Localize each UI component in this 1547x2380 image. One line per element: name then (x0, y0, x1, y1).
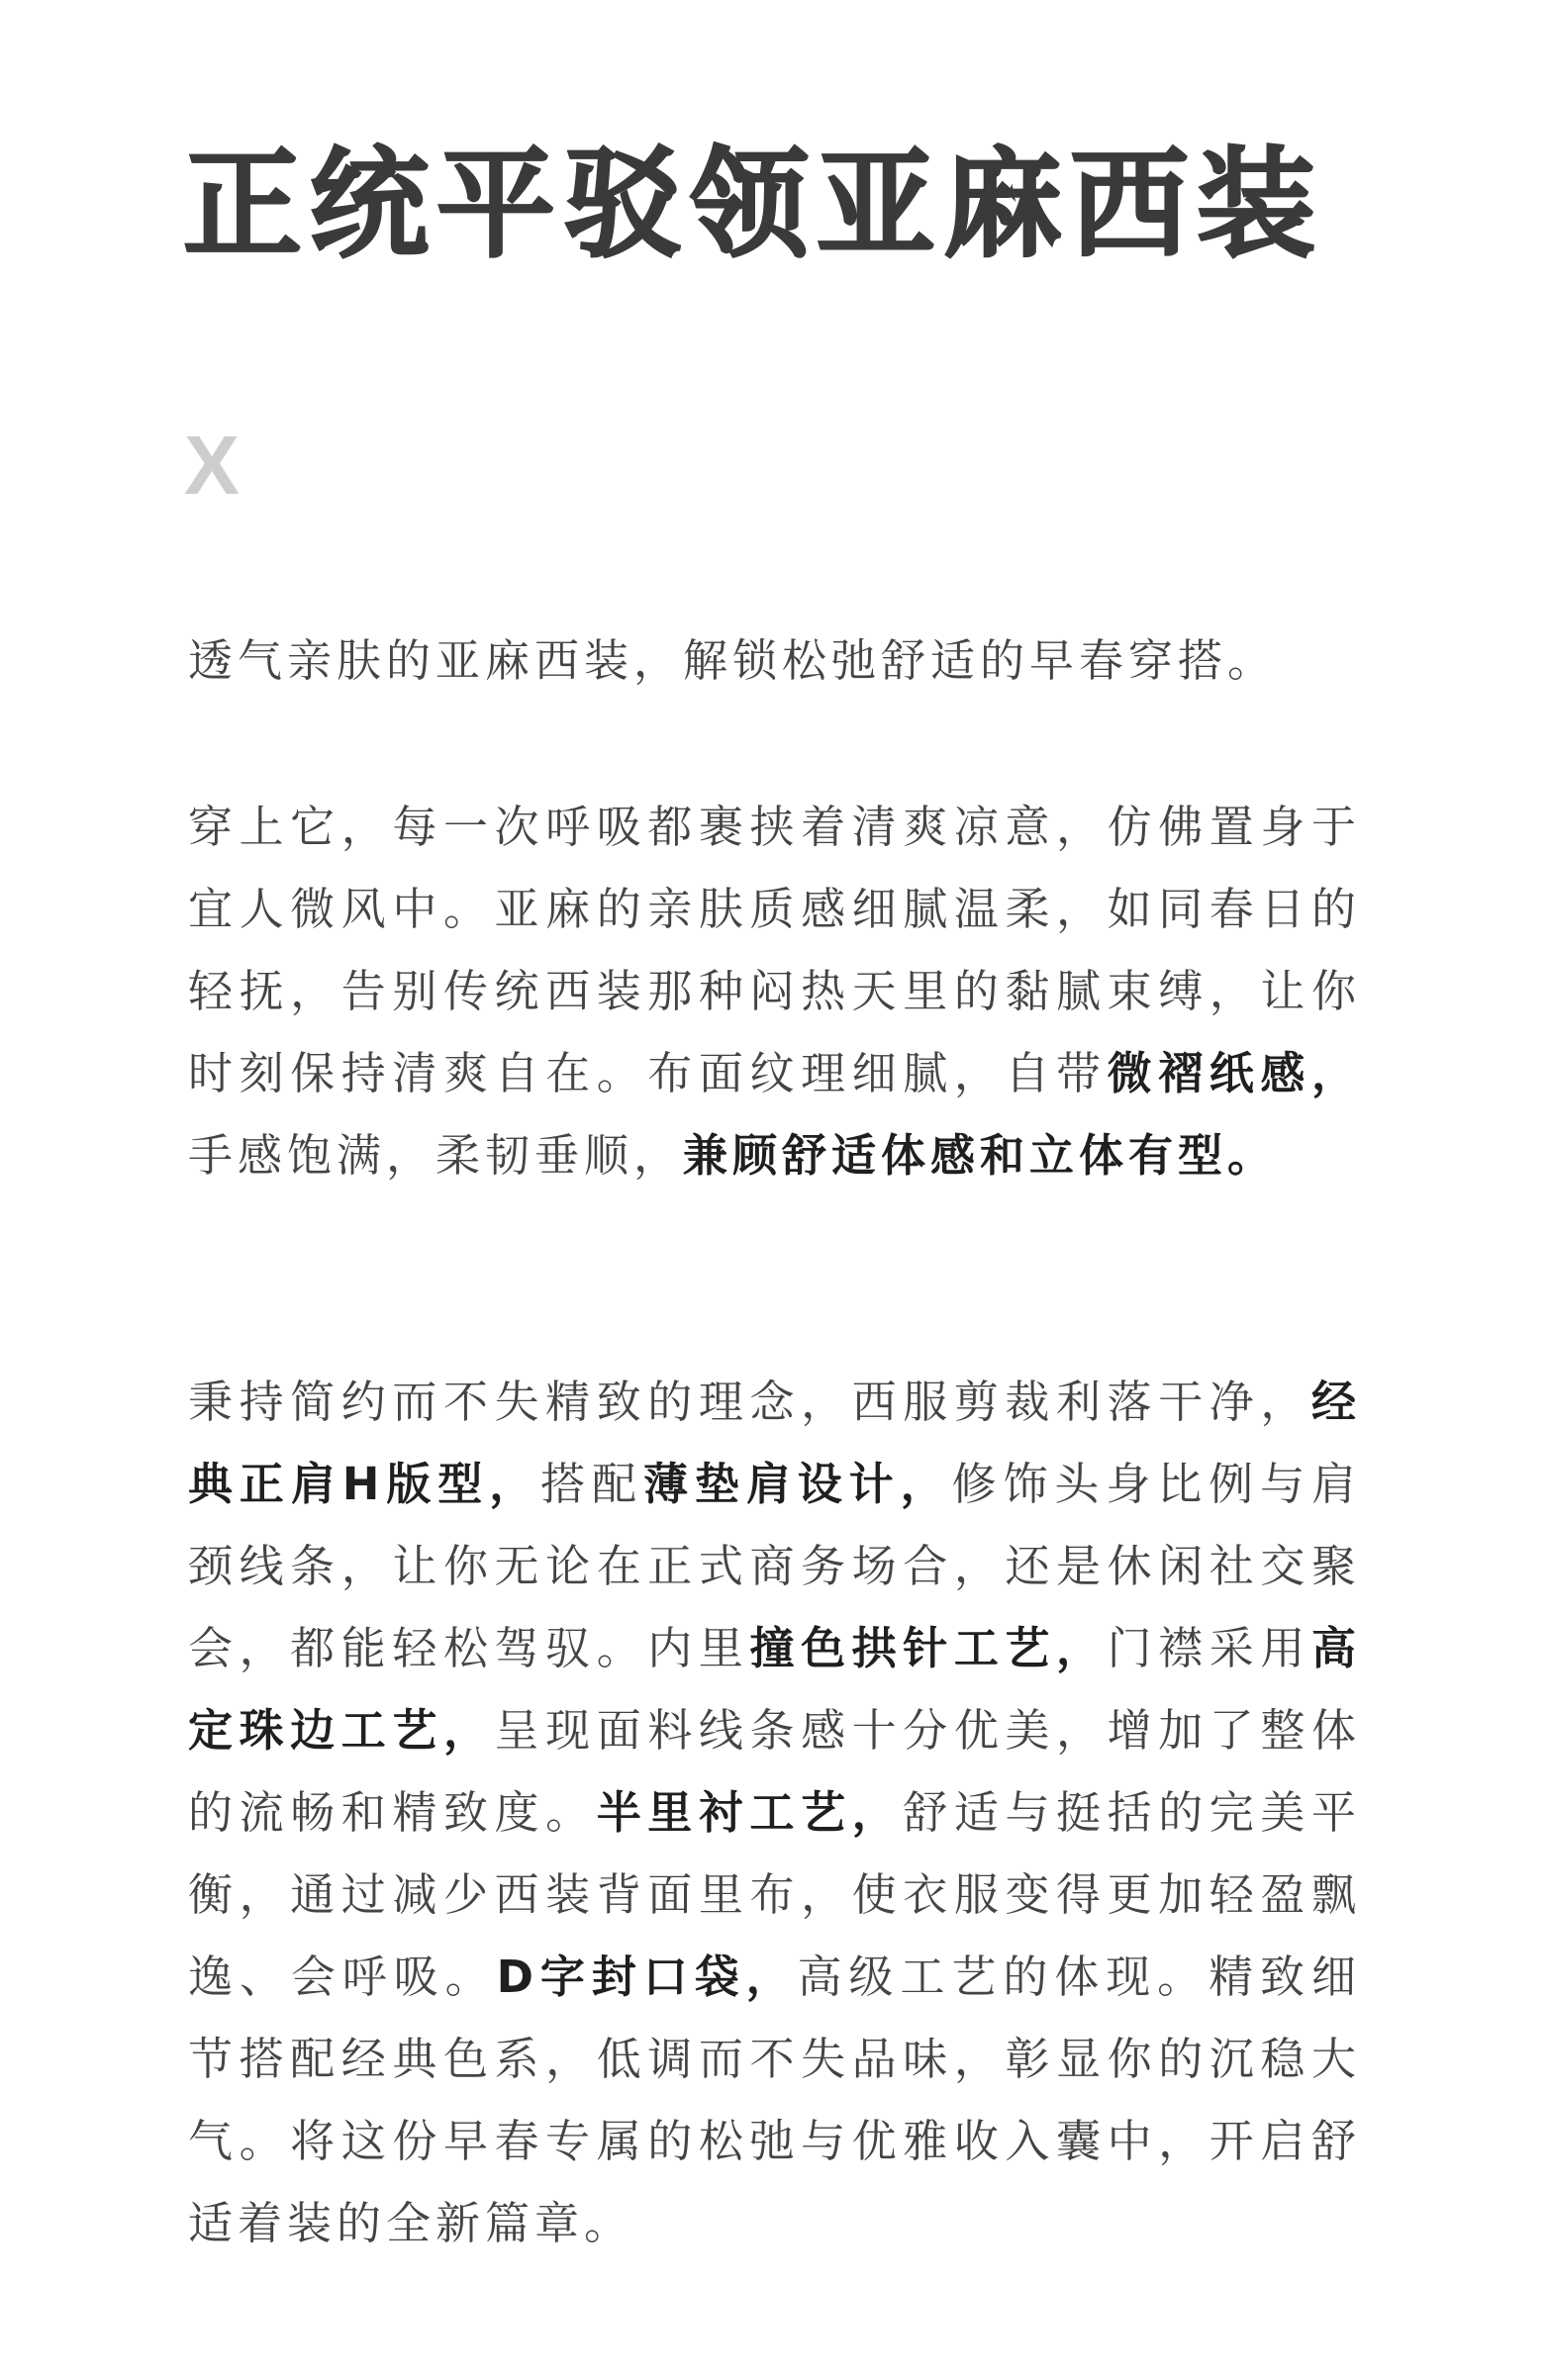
comfort-highlight-1: 微褶纸感， (1107, 1047, 1361, 1099)
decorative-x-mark: X (184, 419, 241, 512)
page-title: 正统平驳领亚麻西装 (183, 137, 1323, 274)
craft-text-3: 修饰头身比例与肩颈线条，让你无论在正式商务场合，还是休闲社交聚会，都能轻松驾驭。内里 (188, 1458, 1361, 1674)
craft-highlight-1: 经典正肩H版型， (188, 1376, 1361, 1510)
craft-text-4: 门襟采用 (1107, 1622, 1311, 1674)
craft-highlight-5: 半里衬工艺， (596, 1786, 904, 1839)
craft-text-1: 秉持简约而不失精致的理念，西服剪裁利落干净， (188, 1376, 1311, 1428)
comfort-text-2: 手感饱满，柔韧垂顺， (188, 1129, 684, 1182)
craft-paragraph (188, 1361, 1361, 2264)
comfort-text-1: 穿上它，每一次呼吸都裹挟着清爽凉意，仿佛置身于宜人微风中。亚麻的亲肤质感细腻温柔，如同春日的轻抚，告别传统西装那种闷热天里的黏腻束缚，让你时刻保持清爽自在。布面纹理细腻，自带 (188, 801, 1361, 1099)
craft-text-5: 呈现面料线条感十分优美，增加了整体的流畅和精致度。 (188, 1704, 1361, 1839)
comfort-highlight-2: 兼顾舒适体感和立体有型。 (683, 1129, 1278, 1182)
craft-text-6: 舒适与挺括的完美平衡，通过减少西装背面里布，使衣服变得更加轻盈飘逸、会呼吸。 (188, 1786, 1361, 2003)
craft-highlight-3: 撞色拱针工艺， (749, 1622, 1108, 1674)
craft-text-7: 高级工艺的体现。精致细节搭配经典色系，低调而不失品味，彰显你的沉稳大气。将这份早春专属的松弛与优雅收入囊中，开启舒适着装的全新篇章。 (188, 1951, 1361, 2249)
intro-paragraph: 透气亲肤的亚麻西装，解锁松弛舒适的早春穿搭。 (188, 634, 1278, 687)
craft-text-2: 搭配 (540, 1458, 643, 1510)
craft-highlight-2: 薄垫肩设计， (642, 1458, 952, 1510)
craft-highlight-6: D字封口袋， (496, 1951, 798, 2003)
craft-highlight-4: 高定珠边工艺， (188, 1622, 1361, 1757)
comfort-paragraph (188, 786, 1361, 1196)
